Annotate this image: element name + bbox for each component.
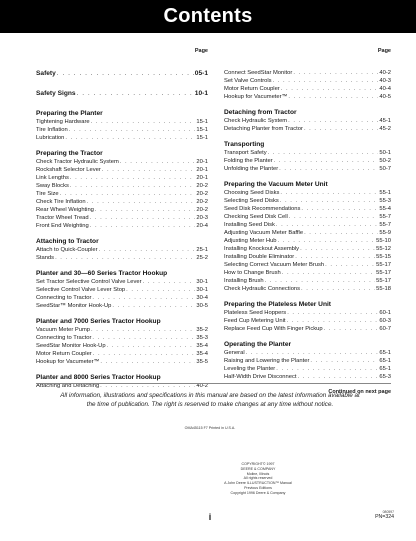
toc-entry-list bbox=[224, 149, 391, 173]
toc-page-ref: 55-17 bbox=[376, 278, 391, 284]
dot-leader bbox=[95, 206, 196, 214]
toc-entry-title: Hookup for Vacumeter™ bbox=[36, 359, 100, 365]
toc-section-heading: Detaching from Tractor bbox=[224, 109, 297, 116]
toc-entry-title: Motor Return Coupler bbox=[36, 351, 92, 357]
dot-leader bbox=[57, 69, 194, 78]
toc-entry-list bbox=[36, 158, 208, 230]
toc-entry[interactable] bbox=[224, 229, 391, 237]
toc-section-heading: Operating the Planter bbox=[224, 341, 292, 348]
toc-page-ref: 55-4 bbox=[379, 206, 391, 212]
toc-entry-list bbox=[224, 117, 391, 133]
toc-entry[interactable] bbox=[36, 246, 208, 254]
copyright-line: COPYRIGHT© 1997 bbox=[241, 462, 275, 466]
toc-section-heading: Planter and 7000 Series Tractor Hookup bbox=[36, 318, 161, 325]
toc-section-heading: Planter and 8000 Series Tractor Hookup bbox=[36, 374, 161, 381]
dot-leader bbox=[293, 69, 378, 77]
toc-entry-title: Attaching and Detaching bbox=[36, 383, 100, 389]
toc-page-ref: 30-5 bbox=[196, 303, 208, 309]
toc-entry[interactable] bbox=[224, 213, 391, 221]
dot-leader bbox=[91, 118, 196, 126]
dot-leader bbox=[107, 342, 196, 350]
toc-section bbox=[224, 340, 391, 381]
toc-section bbox=[224, 69, 391, 101]
toc-page-ref: 45-2 bbox=[379, 126, 391, 132]
dot-leader bbox=[324, 325, 379, 333]
toc-entry[interactable] bbox=[36, 166, 208, 174]
dot-leader bbox=[60, 190, 196, 198]
copyright-line: Copyright 1996 Deere & Company bbox=[230, 490, 286, 495]
toc-page-ref: 20-2 bbox=[196, 191, 208, 197]
toc-entry-title: Adjusting Vacuum Meter Baffle bbox=[224, 230, 304, 236]
toc-section-heading: Preparing the Planter bbox=[36, 110, 103, 117]
copyright-line: A John Deere ILLUSTRUCTION™ Manual bbox=[224, 481, 292, 486]
toc-page-ref: 15-1 bbox=[196, 127, 208, 133]
toc-entry[interactable] bbox=[36, 158, 208, 166]
toc-entry[interactable] bbox=[224, 77, 391, 85]
toc-entry-title: Tightening Hardware bbox=[36, 119, 90, 125]
toc-page-ref: 05-1 bbox=[194, 70, 208, 77]
dot-leader bbox=[99, 246, 196, 254]
toc-entry[interactable] bbox=[36, 350, 208, 358]
dot-leader bbox=[310, 357, 378, 365]
toc-page-ref: 25-2 bbox=[196, 255, 208, 261]
toc-entry-title: Rear Wheel Weighting bbox=[36, 207, 94, 213]
toc-entry-title: SeedStar Monitor Hook-Up bbox=[36, 343, 106, 349]
toc-entry[interactable] bbox=[36, 174, 208, 182]
toc-section bbox=[36, 89, 208, 98]
toc-entry[interactable] bbox=[224, 269, 391, 277]
toc-entry-list bbox=[36, 326, 208, 366]
toc-entry[interactable] bbox=[224, 149, 391, 157]
toc-page-ref: 30-1 bbox=[196, 287, 208, 293]
toc-entry[interactable] bbox=[36, 326, 208, 334]
dot-leader bbox=[281, 85, 379, 93]
toc-page-ref: 20-2 bbox=[196, 199, 208, 205]
toc-page-ref: 55-1 bbox=[379, 190, 391, 196]
toc-entry[interactable] bbox=[224, 85, 391, 93]
dot-leader bbox=[265, 277, 376, 285]
toc-entry-title: Transport Safety bbox=[224, 150, 267, 156]
toc-entry-title: Attach to Quick-Coupler bbox=[36, 247, 98, 253]
toc-entry-title: Check Tire Inflation bbox=[36, 199, 86, 205]
toc-entry[interactable] bbox=[224, 317, 391, 325]
toc-left-body bbox=[36, 69, 208, 390]
page-number: i bbox=[208, 512, 212, 522]
toc-entry-title: Plateless Seed Hoppers bbox=[224, 310, 287, 316]
toc-entry[interactable] bbox=[36, 118, 208, 126]
toc-entry[interactable] bbox=[224, 197, 391, 205]
toc-page-ref: 40-4 bbox=[379, 86, 391, 92]
toc-entry-title: SeedStar™ Monitor Hook-Up bbox=[36, 303, 112, 309]
dot-leader bbox=[87, 198, 196, 206]
toc-page-ref: 35-4 bbox=[196, 343, 208, 349]
toc-section-heading: Planter and 30—60 Series Tractor Hookup bbox=[36, 270, 168, 277]
dot-leader bbox=[55, 254, 195, 262]
copyright-line: Moline, Illinois bbox=[246, 471, 270, 476]
toc-page-ref: 50-2 bbox=[379, 158, 391, 164]
toc-entry-title: General bbox=[224, 350, 245, 356]
toc-entry[interactable] bbox=[224, 261, 391, 269]
toc-entry-title: Unfolding the Planter bbox=[224, 166, 279, 172]
toc-entry-list bbox=[224, 189, 391, 293]
toc-page-ref: 50-7 bbox=[379, 166, 391, 172]
dot-leader bbox=[282, 269, 375, 277]
document-pn: PN=324 bbox=[375, 514, 394, 520]
dot-leader bbox=[276, 221, 378, 229]
dot-leader bbox=[92, 294, 195, 302]
toc-page-ref: 55-7 bbox=[379, 214, 391, 220]
toc-entry-title: Detaching Planter from Tractor bbox=[224, 126, 303, 132]
toc-page-ref: 15-1 bbox=[196, 135, 208, 141]
toc-entry[interactable] bbox=[36, 254, 208, 262]
toc-page-ref: 55-15 bbox=[376, 254, 391, 260]
toc-entry-title: Installing Double Eliminator bbox=[224, 254, 295, 260]
toc-entry-list bbox=[224, 309, 391, 333]
toc-entry-title: Stands bbox=[36, 255, 55, 261]
toc-entry-title: Check Hydraulic Connections bbox=[224, 286, 301, 292]
toc-page-ref: 20-1 bbox=[196, 175, 208, 181]
toc-entry-title: Check Tractor Hydraulic System bbox=[36, 159, 119, 165]
dot-leader bbox=[102, 166, 196, 174]
dot-leader bbox=[100, 358, 195, 366]
toc-entry-title: Tire Size bbox=[36, 191, 59, 197]
toc-page-ref: 40-5 bbox=[379, 94, 391, 100]
toc-entry[interactable] bbox=[224, 277, 391, 285]
toc-page-ref: 35-3 bbox=[196, 335, 208, 341]
dot-leader bbox=[126, 286, 195, 294]
dot-leader bbox=[300, 245, 375, 253]
toc-entry[interactable] bbox=[224, 221, 391, 229]
toc-entry-title: Tire Inflation bbox=[36, 127, 68, 133]
catalog-line: OMA45115 F7 Printed in U.S.A. bbox=[184, 426, 236, 430]
toc-entry-title: Installing Seed Disk bbox=[224, 222, 275, 228]
toc-entry-list bbox=[224, 349, 391, 381]
page-column-label: Page bbox=[377, 48, 391, 54]
toc-entry-title: Installing Knockout Assembly bbox=[224, 246, 300, 252]
copyright-line: Previous Editions bbox=[244, 485, 272, 490]
dot-leader bbox=[295, 253, 375, 261]
copyright-block bbox=[208, 462, 308, 496]
toc-entry-list bbox=[36, 118, 208, 142]
toc-page-ref: 55-18 bbox=[376, 286, 391, 292]
toc-entry-title: Leveling the Planter bbox=[224, 366, 276, 372]
toc-entry[interactable] bbox=[224, 157, 391, 165]
toc-page-ref: 55-7 bbox=[379, 222, 391, 228]
dot-leader bbox=[288, 93, 378, 101]
toc-page-ref: 15-1 bbox=[196, 119, 208, 125]
toc-entry[interactable] bbox=[36, 342, 208, 350]
toc-entry[interactable] bbox=[224, 373, 391, 381]
toc-entry[interactable] bbox=[224, 253, 391, 261]
toc-page-ref: 60-7 bbox=[379, 326, 391, 332]
toc-entry[interactable] bbox=[36, 286, 208, 294]
document-date-code: 080597 bbox=[382, 510, 394, 514]
toc-page-ref: 30-4 bbox=[196, 295, 208, 301]
dot-leader bbox=[280, 197, 379, 205]
toc-page-ref: 55-3 bbox=[379, 198, 391, 204]
toc-entry-title: Check Hydraulic System bbox=[224, 118, 288, 124]
toc-section bbox=[36, 317, 208, 366]
toc-entry[interactable] bbox=[224, 117, 391, 125]
toc-entry[interactable] bbox=[224, 205, 391, 213]
copyright-line: DEERE & COMPANY bbox=[240, 466, 276, 471]
dot-leader bbox=[287, 309, 378, 317]
toc-page-ref: 65-1 bbox=[379, 358, 391, 364]
toc-entry[interactable] bbox=[36, 198, 208, 206]
dot-leader bbox=[120, 158, 196, 166]
toc-entry-title: Selective Control Valve Lever Stop bbox=[36, 287, 126, 293]
toc-entry-title: Sway Blocks bbox=[36, 183, 69, 189]
toc-entry[interactable] bbox=[224, 125, 391, 133]
toc-entry-list bbox=[224, 69, 391, 101]
toc-section bbox=[36, 237, 208, 262]
dot-leader bbox=[297, 373, 378, 381]
toc-entry[interactable] bbox=[36, 222, 208, 230]
toc-section bbox=[224, 108, 391, 133]
toc-page-ref: 40-2 bbox=[196, 383, 208, 389]
toc-page-ref: 50-1 bbox=[379, 150, 391, 156]
toc-entry-title: Motor Return Coupler bbox=[224, 86, 280, 92]
toc-entry-title: Link Lengths bbox=[36, 175, 69, 181]
toc-section bbox=[36, 149, 208, 230]
toc-entry-title: Rockshaft Selector Lever bbox=[36, 167, 101, 173]
dot-leader bbox=[70, 182, 196, 190]
toc-entry[interactable] bbox=[224, 245, 391, 253]
dot-leader bbox=[246, 349, 379, 357]
toc-page-ref: 20-1 bbox=[196, 167, 208, 173]
toc-entry-list bbox=[36, 278, 208, 310]
dot-leader bbox=[112, 302, 195, 310]
toc-section-heading: Preparing the Tractor bbox=[36, 150, 103, 157]
toc-entry-title: Set Tractor Selective Control Valve Lever bbox=[36, 279, 142, 285]
toc-section-title: Safety Signs bbox=[36, 90, 76, 97]
toc-entry-title: Hookup for Vacumeter™ bbox=[224, 94, 288, 100]
toc-page-ref: 55-10 bbox=[376, 238, 391, 244]
toc-entry-title: Choosing Seed Disks bbox=[224, 190, 280, 196]
toc-entry-title: Tractor Wheel Tread bbox=[36, 215, 89, 221]
toc-section-heading: Transporting bbox=[224, 141, 265, 148]
toc-entry-title: Replace Feed Cup With Finger Pickup bbox=[224, 326, 323, 332]
toc-section-entry[interactable] bbox=[36, 69, 208, 78]
toc-right-column bbox=[224, 47, 391, 395]
toc-entry-list bbox=[36, 246, 208, 262]
toc-entry-title: Vacuum Meter Pump bbox=[36, 327, 91, 333]
dot-leader bbox=[301, 285, 375, 293]
toc-page-ref: 55-17 bbox=[376, 270, 391, 276]
toc-entry-title: Lubrication bbox=[36, 135, 65, 141]
toc-page-ref: 45-1 bbox=[379, 118, 391, 124]
dot-leader bbox=[143, 278, 196, 286]
dot-leader bbox=[273, 77, 379, 85]
toc-entry[interactable] bbox=[36, 190, 208, 198]
toc-page-ref: 60-1 bbox=[379, 310, 391, 316]
contents-banner bbox=[0, 0, 416, 33]
toc-section bbox=[36, 69, 208, 78]
dot-leader bbox=[91, 326, 195, 334]
toc-entry[interactable] bbox=[224, 189, 391, 197]
toc-entry[interactable] bbox=[224, 69, 391, 77]
toc-section bbox=[36, 373, 208, 390]
toc-section bbox=[36, 269, 208, 310]
toc-page-ref: 20-3 bbox=[196, 215, 208, 221]
toc-page-ref: 65-1 bbox=[379, 350, 391, 356]
divider-line bbox=[36, 383, 391, 384]
toc-entry-title: How to Change Brush bbox=[224, 270, 281, 276]
toc-entry-title: Front End Weighting bbox=[36, 223, 89, 229]
disclaimer-text: All information, illustrations and specifications in this manual are based on the latest information available at the time of publication. The right is reserved to make changes at any time without notice. bbox=[60, 392, 360, 408]
toc-entry[interactable] bbox=[36, 278, 208, 286]
toc-entry[interactable] bbox=[36, 294, 208, 302]
dot-leader bbox=[92, 334, 195, 342]
dot-leader bbox=[278, 237, 376, 245]
dot-leader bbox=[93, 350, 196, 358]
toc-entry-title: Adjusting Meter Hub bbox=[224, 238, 277, 244]
document-code bbox=[375, 510, 394, 520]
toc-entry-title: Seed Disk Recommendations bbox=[224, 206, 301, 212]
toc-page-ref: 55-12 bbox=[376, 246, 391, 252]
toc-entry[interactable] bbox=[36, 334, 208, 342]
toc-section-heading: Preparing the Plateless Meter Unit bbox=[224, 301, 331, 308]
toc-page-ref: 35-4 bbox=[196, 351, 208, 357]
dot-leader bbox=[304, 125, 378, 133]
toc-entry-title: Raising and Lowering the Planter bbox=[224, 358, 310, 364]
toc-page-ref: 35-5 bbox=[196, 359, 208, 365]
page-title: Contents bbox=[163, 5, 253, 27]
toc-entry[interactable] bbox=[224, 285, 391, 293]
toc-entry-title: Set Valve Controls bbox=[224, 78, 272, 84]
toc-left-column bbox=[36, 47, 208, 397]
toc-entry[interactable] bbox=[36, 134, 208, 142]
dot-leader bbox=[70, 174, 196, 182]
toc-section bbox=[224, 300, 391, 333]
toc-page-ref: 65-1 bbox=[379, 366, 391, 372]
toc-page-ref: 55-9 bbox=[379, 230, 391, 236]
toc-entry[interactable] bbox=[224, 357, 391, 365]
toc-page-ref: 25-1 bbox=[196, 247, 208, 253]
toc-page-ref: 60-3 bbox=[379, 318, 391, 324]
toc-entry[interactable] bbox=[36, 358, 208, 366]
dot-leader bbox=[288, 117, 378, 125]
copyright-line: All rights reserved bbox=[243, 476, 273, 481]
toc-entry[interactable] bbox=[36, 214, 208, 222]
toc-page-ref: 20-1 bbox=[196, 159, 208, 165]
toc-entry[interactable] bbox=[36, 126, 208, 134]
dot-leader bbox=[90, 222, 196, 230]
toc-section bbox=[224, 140, 391, 173]
dot-leader bbox=[280, 189, 378, 197]
dot-leader bbox=[65, 134, 195, 142]
toc-section-heading: Preparing the Vacuum Meter Unit bbox=[224, 181, 328, 188]
dot-leader bbox=[325, 261, 375, 269]
continued-note: Continued on next page bbox=[328, 389, 391, 395]
dot-leader bbox=[69, 126, 196, 134]
dot-leader bbox=[279, 165, 378, 173]
toc-right-body bbox=[224, 69, 391, 381]
dot-leader bbox=[287, 317, 379, 325]
toc-page-ref: 55-17 bbox=[376, 262, 391, 268]
toc-page-ref: 20-2 bbox=[196, 183, 208, 189]
toc-entry[interactable] bbox=[36, 302, 208, 310]
toc-entry-title: Connecting to Tractor bbox=[36, 295, 92, 301]
toc-section bbox=[36, 109, 208, 142]
toc-entry[interactable] bbox=[224, 325, 391, 333]
toc-entry[interactable] bbox=[224, 165, 391, 173]
dot-leader bbox=[276, 365, 378, 373]
toc-entry-title: Selecting Seed Disks bbox=[224, 198, 279, 204]
toc-entry[interactable] bbox=[36, 206, 208, 214]
dot-leader bbox=[289, 213, 379, 221]
toc-entry-title: Installing Brush bbox=[224, 278, 264, 284]
dot-leader bbox=[274, 157, 379, 165]
toc-page-ref: 10-1 bbox=[194, 90, 208, 97]
dot-leader bbox=[304, 229, 378, 237]
dot-leader bbox=[268, 149, 379, 157]
toc-entry[interactable] bbox=[224, 349, 391, 357]
toc-entry-title: Checking Seed Disk Cell bbox=[224, 214, 288, 220]
toc-page-ref: 65-3 bbox=[379, 374, 391, 380]
toc-entry-title: Half-Width Drive Disconnect bbox=[224, 374, 297, 380]
toc-section-title: Safety bbox=[36, 70, 56, 77]
toc-section-heading: Attaching to Tractor bbox=[36, 238, 99, 245]
dot-leader bbox=[90, 214, 196, 222]
toc-page-ref: 40-2 bbox=[379, 70, 391, 76]
toc-entry[interactable] bbox=[224, 93, 391, 101]
toc-entry-title: Connecting to Tractor bbox=[36, 335, 92, 341]
toc-entry-title: Connect SeedStar Monitor bbox=[224, 70, 293, 76]
toc-entry[interactable] bbox=[224, 309, 391, 317]
toc-entry[interactable] bbox=[36, 182, 208, 190]
toc-entry-title: Feed Cup Metering Unit bbox=[224, 318, 286, 324]
toc-entry[interactable] bbox=[224, 237, 391, 245]
dot-leader bbox=[301, 205, 378, 213]
toc-entry[interactable] bbox=[224, 365, 391, 373]
toc-entry-title: Folding the Planter bbox=[224, 158, 273, 164]
toc-page-ref: 35-2 bbox=[196, 327, 208, 333]
page-column-label: Page bbox=[194, 48, 208, 54]
dot-leader bbox=[77, 89, 194, 98]
toc-section bbox=[224, 180, 391, 293]
toc-page-ref: 20-4 bbox=[196, 223, 208, 229]
toc-page-ref: 40-3 bbox=[379, 78, 391, 84]
toc-section-entry[interactable] bbox=[36, 89, 208, 98]
toc-page-ref: 30-1 bbox=[196, 279, 208, 285]
toc-page-ref: 20-2 bbox=[196, 207, 208, 213]
toc-entry-title: Selecting Correct Vacuum Meter Brush bbox=[224, 262, 325, 268]
